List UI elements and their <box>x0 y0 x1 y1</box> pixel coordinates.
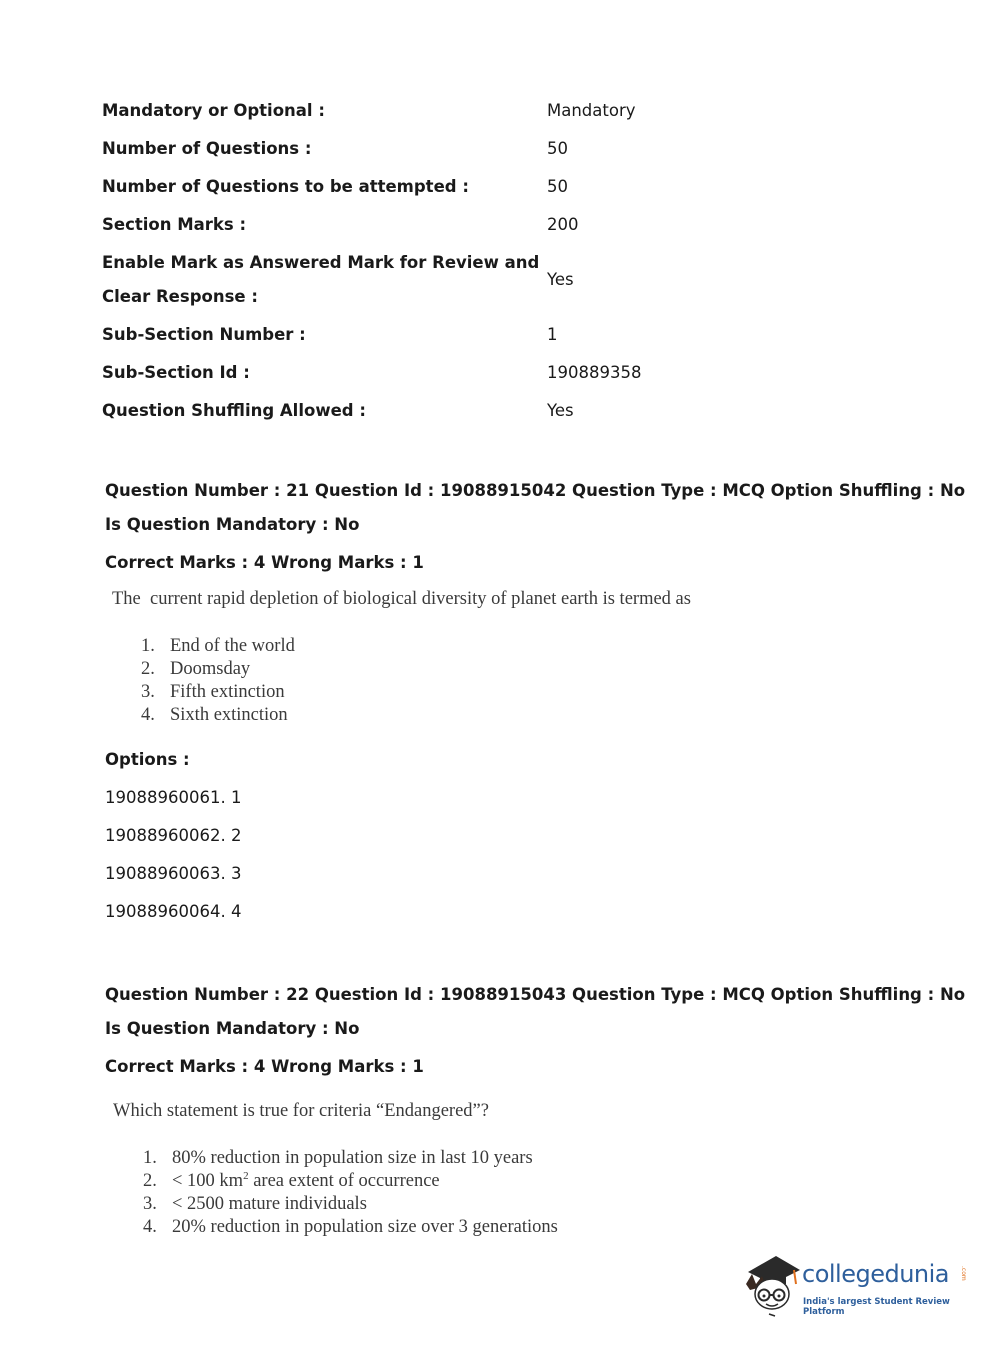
logo-dotcom: .com <box>960 1266 967 1281</box>
mascot-icon <box>742 1250 802 1320</box>
num-questions-label: Number of Questions : <box>102 139 312 158</box>
options-label: Options : <box>105 750 190 769</box>
mandatory-value: Mandatory <box>547 101 636 120</box>
section-marks-label: Section Marks : <box>102 215 247 234</box>
num-attempt-value: 50 <box>547 177 568 196</box>
choice-item: 1. End of the world <box>141 636 295 656</box>
enable-mark-value: Yes <box>547 270 574 289</box>
option-id: 19088960064. 4 <box>105 902 242 921</box>
section-marks-value: 200 <box>547 215 579 234</box>
choice-item: 2. Doomsday <box>141 659 251 679</box>
logo-wordmark: collegedunia <box>802 1260 950 1288</box>
choice-item: 1. 80% reduction in population size in last 10 years <box>143 1148 533 1168</box>
num-questions-value: 50 <box>547 139 568 158</box>
shuffling-label: Question Shuffling Allowed : <box>102 401 366 420</box>
subsection-id-value: 190889358 <box>547 363 642 382</box>
choice-item: 2. < 100 $km^2$ area extent of occurrence <box>143 1169 440 1191</box>
choice-item: 4. Sixth extinction <box>141 705 288 725</box>
choice-item: 3. < 2500 mature individuals <box>143 1194 367 1214</box>
subsection-id-label: Sub-Section Id : <box>102 363 250 382</box>
collegedunia-logo <box>742 1250 972 1320</box>
question-mandatory: Is Question Mandatory : No <box>105 1019 360 1038</box>
logo-tagline: India's largest Student Review Platform <box>803 1297 950 1317</box>
enable-mark-label-line2: Clear Response : <box>102 287 258 306</box>
option-id: 19088960062. 2 <box>105 826 242 845</box>
question-mandatory: Is Question Mandatory : No <box>105 515 360 534</box>
mandatory-label: Mandatory or Optional : <box>102 101 325 120</box>
question-text: Which statement is true for criteria “Endangered”? <box>113 1101 489 1121</box>
subsection-number-value: 1 <box>547 325 558 344</box>
enable-mark-label-line1: Enable Mark as Answered Mark for Review and <box>102 253 540 272</box>
question-text: The current rapid depletion of biological diversity of planet earth is termed as <box>112 589 691 609</box>
option-id: 19088960063. 3 <box>105 864 242 883</box>
subsection-number-label: Sub-Section Number : <box>102 325 306 344</box>
shuffling-value: Yes <box>547 401 574 420</box>
num-attempt-label: Number of Questions to be attempted : <box>102 177 469 196</box>
choice-item: 4. 20% reduction in population size over 3 generations <box>143 1217 558 1237</box>
option-id: 19088960061. 1 <box>105 788 242 807</box>
choice-item: 3. Fifth extinction <box>141 682 285 702</box>
question-header: Question Number : 22 Question Id : 19088915043 Question Type : MCQ Option Shuffling : No <box>105 985 966 1004</box>
question-marks: Correct Marks : 4 Wrong Marks : 1 <box>105 1057 424 1076</box>
question-header: Question Number : 21 Question Id : 19088915042 Question Type : MCQ Option Shuffling : No <box>105 481 966 500</box>
question-marks: Correct Marks : 4 Wrong Marks : 1 <box>105 553 424 572</box>
